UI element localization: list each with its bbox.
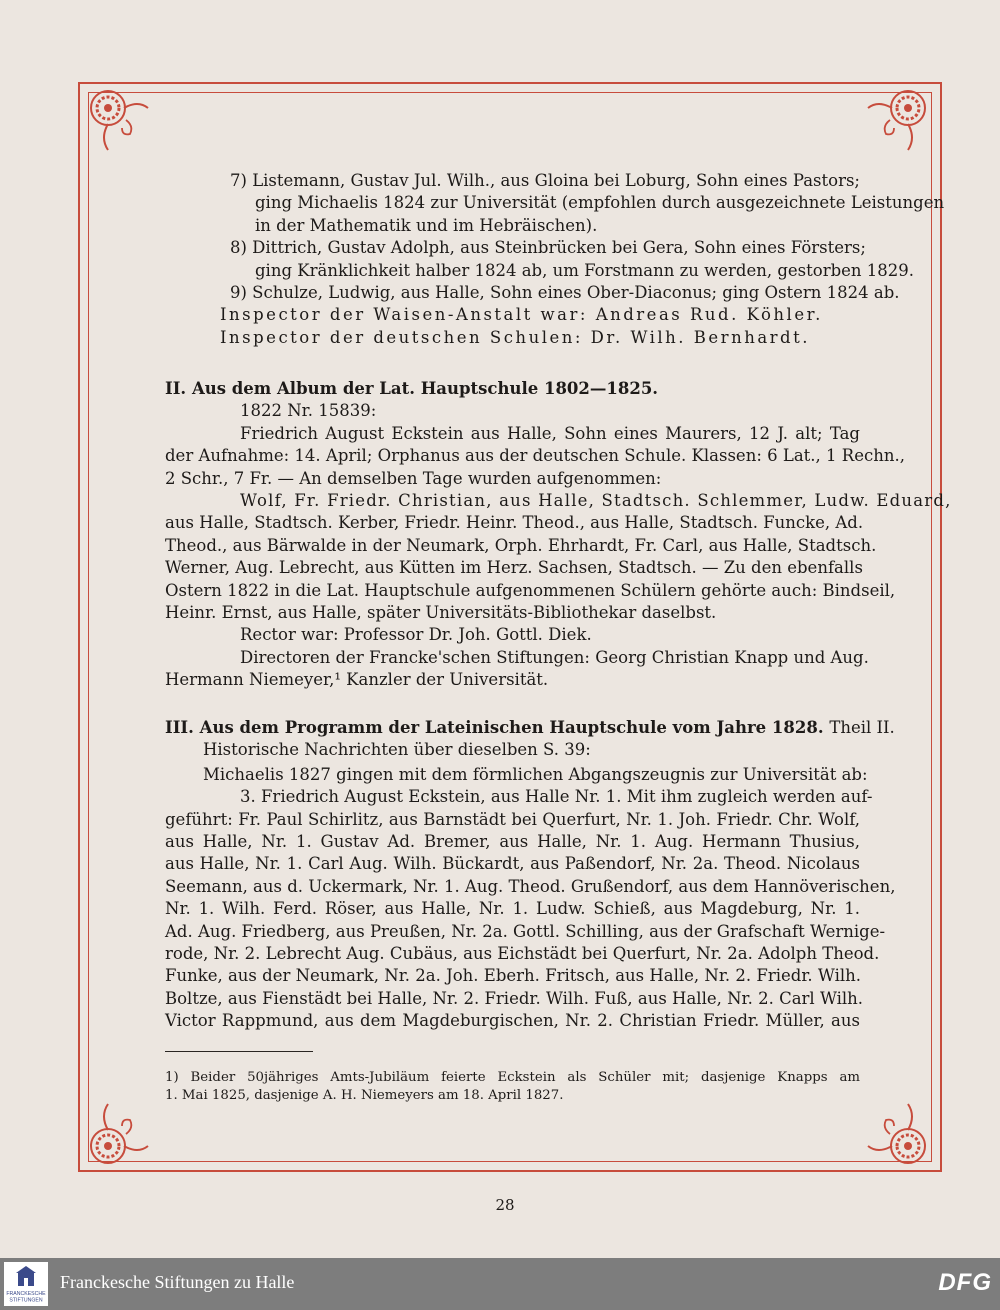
corner-ornament-icon [862, 1098, 942, 1178]
paragraph-line: 1822 Nr. 15839: [240, 401, 377, 421]
footnote-divider [165, 1051, 313, 1052]
corner-ornament-icon [74, 1098, 154, 1178]
paragraph-line: 2 Schr., 7 Fr. — An demselben Tage wurden aufgenommen: [165, 468, 662, 488]
list-item: ging Kränklichkeit halber 1824 ab, um Forstmann zu werden, gestorben 1829. [255, 260, 915, 280]
section-programm [165, 717, 896, 1033]
paragraph-line: Michaelis 1827 gingen mit dem förmlichen Abgangszeugnis zur Universität ab: [203, 764, 868, 784]
section-album [165, 378, 952, 692]
paragraph-line: Seemann, aus d. Uckermark, Nr. 1. Aug. Theod. Grußendorf, aus dem Hannöverischen, [165, 876, 896, 896]
section-heading [165, 717, 895, 739]
paragraph-line: Victor Rappmund, aus dem Magdeburgischen, Nr. 2. Christian Friedr. Müller, aus [165, 1011, 860, 1031]
list-item: ging Michaelis 1824 zur Universität (empfohlen durch ausgezeichnete Leistungen [255, 193, 945, 213]
paragraph-line: Werner, Aug. Lebrecht, aus Kütten im Herz. Sachsen, Stadtsch. — Zu den ebenfalls [165, 558, 863, 578]
footer-title: Franckesche Stiftungen zu Halle [60, 1272, 295, 1292]
svg-text:FRANCKESCHE: FRANCKESCHE [6, 1291, 46, 1297]
paragraph-line: Rector war: Professor Dr. Joh. Gottl. Diek. [240, 625, 592, 645]
paragraph-line: aus Halle, Stadtsch. Kerber, Friedr. Heinr. Theod., aus Halle, Stadtsch. Funcke, Ad. [165, 513, 864, 533]
list-item: Inspector der Waisen-Anstalt war: Andreas Rud. Köhler. [220, 305, 823, 325]
paragraph-line: Boltze, aus Fienstädt bei Halle, Nr. 2. Friedr. Wilh. Fuß, aus Halle, Nr. 2. Carl Wilh. [165, 988, 864, 1008]
paragraph-line: Ad. Aug. Friedberg, aus Preußen, Nr. 2a. Gottl. Schilling, aus der Grafschaft Wernige- [165, 921, 886, 941]
paragraph-line: Wolf, Fr. Friedr. Christian, aus Halle, Stadtsch. Schlemmer, Ludw. Eduard, [240, 491, 952, 511]
list-item: 8) Dittrich, Gustav Adolph, aus Steinbrücken bei Gera, Sohn eines Försters; [230, 238, 866, 258]
section-title-suffix: Theil II. [829, 718, 895, 737]
paragraph-line: Historische Nachrichten über dieselben S. 39: [203, 740, 591, 760]
list-item: 9) Schulze, Ludwig, aus Halle, Sohn eines Ober-Diaconus; ging Ostern 1824 ab. [230, 283, 900, 303]
list-item: Inspector der deutschen Schulen: Dr. Wilh. Bernhardt. [220, 327, 810, 347]
section-heading [165, 378, 860, 400]
section-number: II. [165, 379, 187, 398]
paragraph-line: Hermann Niemeyer,¹ Kanzler der Universität. [165, 670, 549, 690]
paragraph-line: Directoren der Francke'schen Stiftungen: Georg Christian Knapp und Aug. [240, 647, 869, 667]
paragraph-line: der Aufnahme: 14. April; Orphanus aus der deutschen Schule. Klassen: 6 Lat., 1 Rechn., [165, 446, 905, 466]
paragraph-line: Theod., aus Bärwalde in der Neumark, Orph. Ehrhardt, Fr. Carl, aus Halle, Stadtsch. [165, 535, 877, 555]
corner-ornament-icon [862, 76, 942, 156]
foundation-logo-icon[interactable] [4, 1262, 48, 1306]
footnotes [165, 1069, 860, 1105]
paragraph-line: aus Halle, Nr. 1. Carl Aug. Wilh. Bückardt, aus Paßendorf, Nr. 2a. Theod. Nicolaus [165, 854, 860, 874]
paragraph-line: Ostern 1822 in die Lat. Hauptschule aufgenommenen Schülern gehörte auch: Bindseil, [165, 580, 896, 600]
paragraph-line: 3. Friedrich August Eckstein, aus Halle Nr. 1. Mit ihm zugleich werden auf- [240, 787, 873, 807]
paragraph-line: Funke, aus der Neumark, Nr. 2a. Joh. Eberh. Fritsch, aus Halle, Nr. 2. Friedr. Wilh. [165, 966, 862, 986]
paragraph-line: rode, Nr. 2. Lebrecht Aug. Cubäus, aus Eichstädt bei Querfurt, Nr. 2a. Adolph Theod. [165, 944, 880, 964]
corner-ornament-icon [74, 76, 154, 156]
paragraph-line: aus Halle, Nr. 1. Gustav Ad. Bremer, aus Halle, Nr. 1. Aug. Hermann Thusius, [165, 832, 860, 852]
dfg-logo[interactable]: DFG [938, 1269, 992, 1296]
section-number: III. [165, 718, 194, 737]
student-list-top [165, 170, 945, 349]
list-item: in der Mathematik und im Hebräischen). [255, 215, 598, 235]
page-number: 28 [495, 1196, 515, 1214]
section-title: Aus dem Programm der Lateinischen Hauptschule vom Jahre 1828. [199, 718, 824, 737]
paragraph-line: geführt: Fr. Paul Schirlitz, aus Barnstädt bei Querfurt, Nr. 1. Joh. Friedr. Chr. Wolf, [165, 809, 860, 829]
footnote-line: 1. Mai 1825, dasjenige A. H. Niemeyers am 18. April 1827. [165, 1088, 564, 1103]
footnote-line: 1) Beider 50jähriges Amts-Jubiläum feierte Eckstein als Schüler mit; dasjenige Knapps am [165, 1070, 860, 1085]
svg-text:STIFTUNGEN: STIFTUNGEN [9, 1297, 43, 1304]
viewer-footer [0, 1258, 1000, 1310]
section-title: Aus dem Album der Lat. Hauptschule 1802—1825. [191, 379, 659, 398]
list-item: 7) Listemann, Gustav Jul. Wilh., aus Gloina bei Loburg, Sohn eines Pastors; [230, 171, 860, 190]
paragraph-line: Nr. 1. Wilh. Ferd. Röser, aus Halle, Nr. 1. Ludw. Schieß, aus Magdeburg, Nr. 1. [165, 899, 860, 919]
paragraph-line: Friedrich August Eckstein aus Halle, Sohn eines Maurers, 12 J. alt; Tag [240, 423, 860, 443]
paragraph-line: Heinr. Ernst, aus Halle, später Universitäts-Bibliothekar daselbst. [165, 603, 717, 623]
